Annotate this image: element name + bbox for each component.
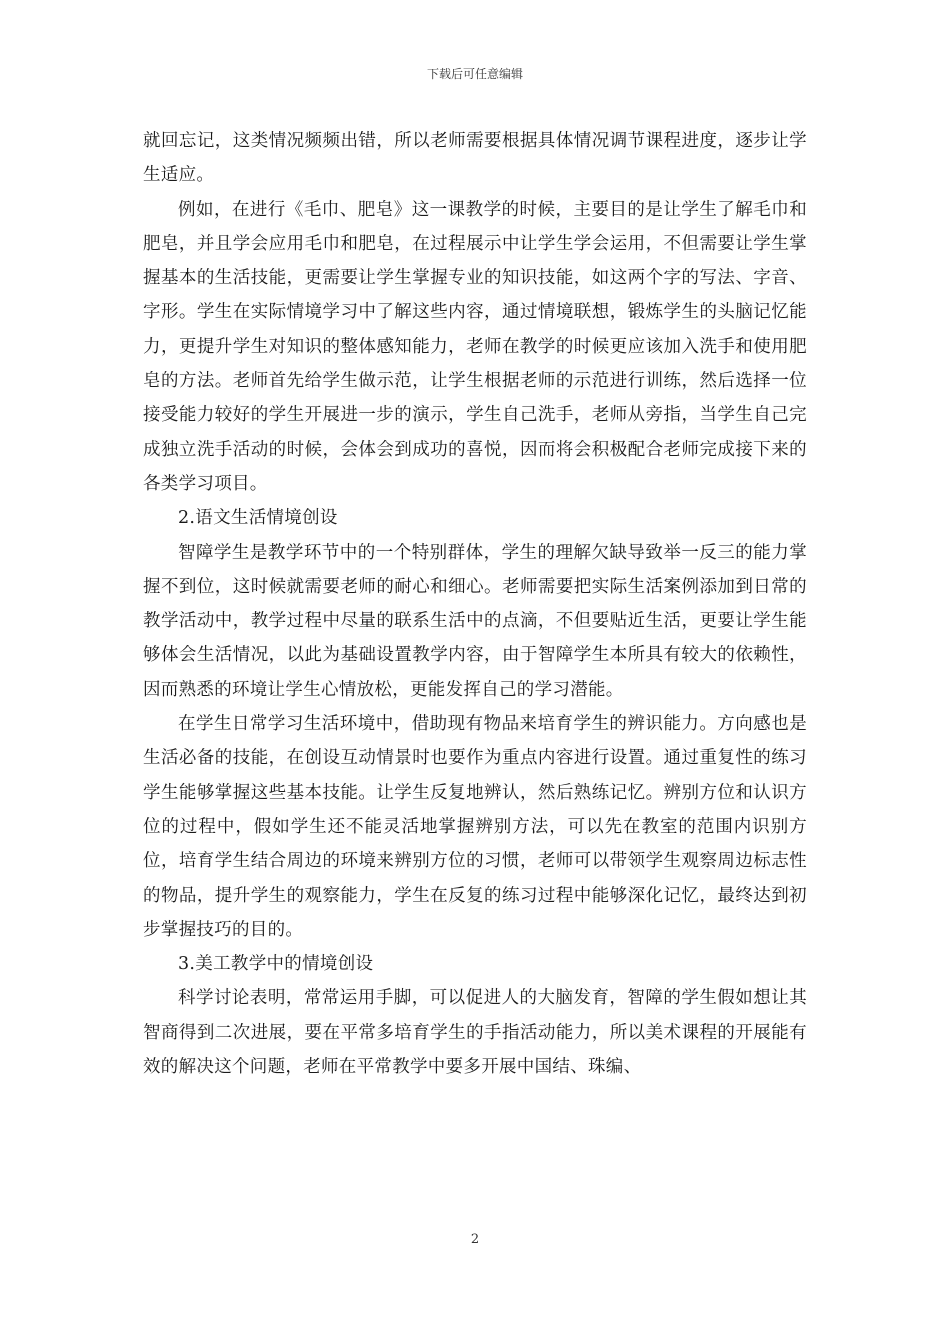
paragraph-hand-activity: 科学讨论表明，常常运用手脚，可以促进人的大脑发育，智障的学生假如想让其智商得到二次进展，要在平常多培育学生的手指活动能力，所以美术课程的开展能有效的解决这个问题，老师在平常教学中要多开展中国结、珠编、: [143, 988, 807, 1078]
paragraph-orientation: 在学生日常学习生活环境中，借助现有物品来培育学生的辨识能力。方向感也是生活必备的技能，在创设互动情景时也要作为重点内容进行设置。通过重复性的练习学生能够掌握这些基本技能。让学生反复地辨认，然后熟练记忆。辨别方位和认识方位的过程中，假如学生还不能灵活地掌握辨别方法，可以先在教室的范围内识别方位，培育学生结合周边的环境来辨别方位的习惯，老师可以带领学生观察周边标志性的物品，提升学生的观察能力，学生在反复的练习过程中能够深化记忆，最终达到初步掌握技巧的目的。: [143, 714, 807, 940]
paragraph-example-towel-soap: 例如，在进行《毛巾、肥皂》这一课教学的时候，主要目的是让学生了解毛巾和肥皂，并且学会应用毛巾和肥皂，在过程展示中让学生学会运用，不但需要让学生掌握基本的生活技能，更需要让学生掌握专业的知识技能，如这两个字的写法、字音、字形。学生在实际情境学习中了解这些内容，通过情境联想，锻炼学生的头脑记忆能力，更提升学生对知识的整体感知能力，老师在教学的时候更应该加入洗手和使用肥皂的方法。老师首先给学生做示范，让学生根据老师的示范进行训练，然后选择一位接受能力较好的学生开展进一步的演示，学生自己洗手，老师从旁指，当学生自己完成独立洗手活动的时候，会体会到成功的喜悦，因而将会积极配合老师完成接下来的各类学习项目。: [143, 199, 807, 494]
section-heading-language-life: 2.语文生活情境创设: [178, 508, 338, 529]
paragraph-special-group: 智障学生是教学环节中的一个特别群体，学生的理解欠缺导致举一反三的能力掌握不到位，这时候就需要老师的耐心和细心。老师需要把实际生活案例添加到日常的教学活动中，教学过程中尽量的联系生活中的点滴，不但要贴近生活，更要让学生能够体会生活情况，以此为基础设置教学内容，由于智障学生本所具有较大的依赖性，因而熟悉的环境让学生心情放松，更能发挥自己的学习潜能。: [143, 542, 807, 700]
page-header: 下载后可任意编辑: [426, 67, 523, 81]
paragraph-continuation: 就回忘记，这类情况频频出错，所以老师需要根据具体情况调节课程进度，逐步让学生适应。: [143, 131, 807, 186]
section-heading-art-teaching: 3.美工教学中的情境创设: [178, 954, 374, 975]
page-number: 2: [470, 1232, 480, 1247]
document-body: [143, 124, 807, 1084]
